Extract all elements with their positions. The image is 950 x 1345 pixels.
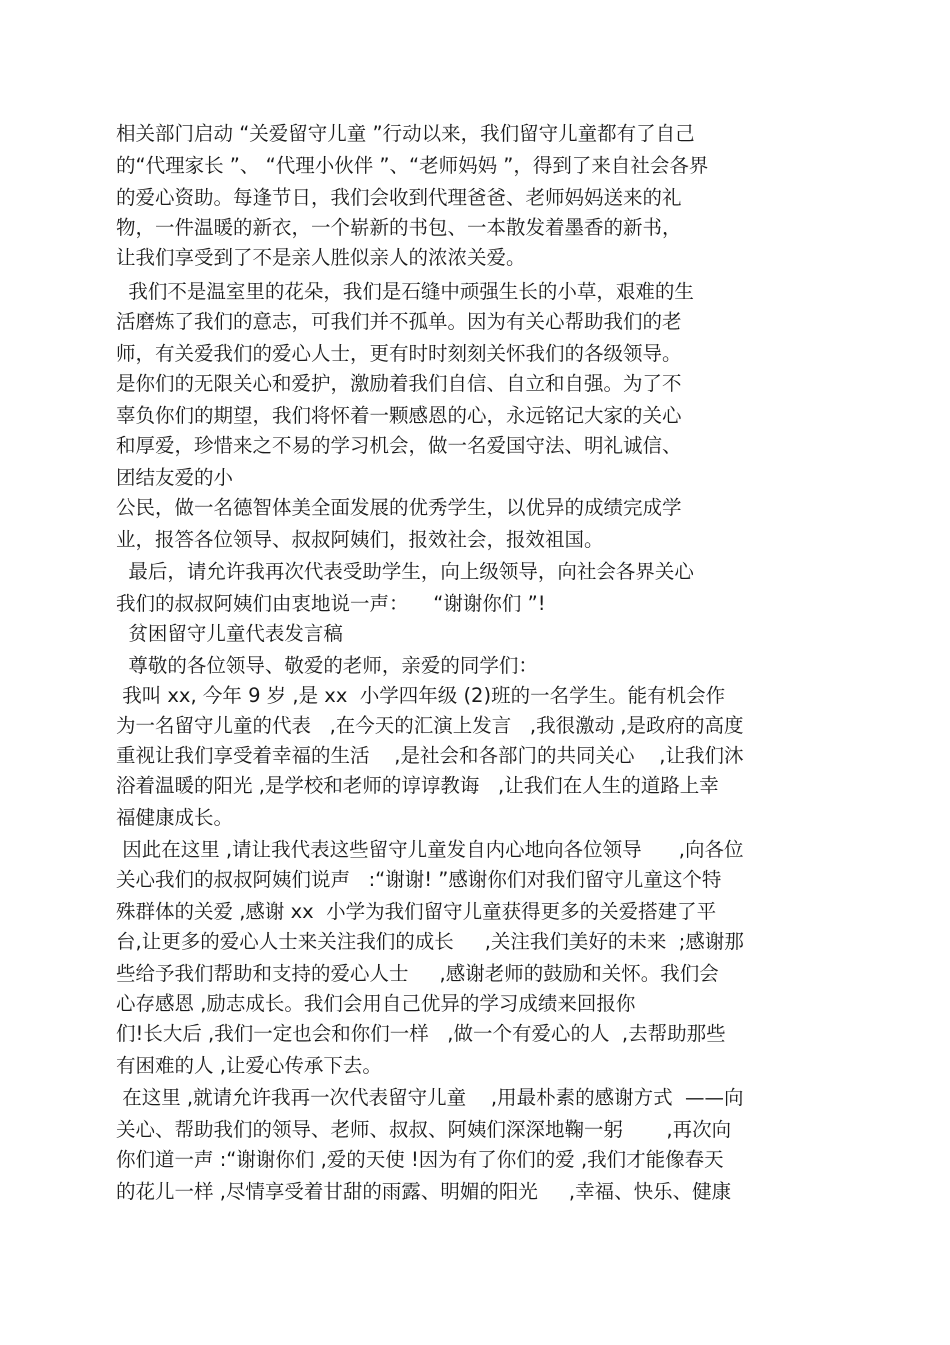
text-line: 的“代理家长 ”、 “代理小伙伴 ”、“老师妈妈 ”，得到了来自社会各界: [116, 154, 709, 177]
text-line: 些给予我们帮助和支持的爱心人士 ,感谢老师的鼓励和关怀。我们会: [116, 962, 719, 985]
text-line: 是你们的无限关心和爱护，激励着我们自信、自立和自强。为了不: [116, 372, 682, 395]
text-line: 尊敬的各位领导、敬爱的老师，亲爱的同学们：: [116, 654, 538, 677]
text-line: 台,让更多的爱心人士来关注我们的成长 ,关注我们美好的未来 ;感谢那: [116, 930, 744, 953]
text-line: 和厚爱，珍惜来之不易的学习机会，做一名爱国守法、明礼诚信、: [116, 434, 682, 457]
text-line: 殊群体的关爱 ,感谢 xx 小学为我们留守儿童获得更多的关爱搭建了平: [116, 900, 717, 923]
text-line: 重视让我们享受着幸福的生活 ,是社会和各部门的共同关心 ,让我们沐: [116, 744, 744, 767]
text-line: 为一名留守儿童的代表 ,在今天的汇演上发言 ,我很激动 ,是政府的高度: [116, 714, 744, 737]
text-line: 浴着温暖的阳光 ,是学校和老师的谆谆教诲 ,让我们在人生的道路上幸: [116, 774, 719, 797]
text-line: 福健康成长。: [116, 806, 234, 829]
text-line: 有困难的人 ,让爱心传承下去。: [116, 1054, 382, 1077]
text-line: 物，一件温暖的新衣，一个崭新的书包、一本散发着墨香的新书，: [116, 216, 682, 239]
text-line: 相关部门启动 “关爱留守儿童 ”行动以来，我们留守儿童都有了自己: [116, 122, 695, 145]
text-line: 关心我们的叔叔阿姨们说声 :“谢谢! ”感谢你们对我们留守儿童这个特: [116, 868, 722, 891]
text-line: 我们不是温室里的花朵，我们是石缝中顽强生长的小草，艰难的生: [116, 280, 694, 303]
text-line: 的爱心资助。每逢节日，我们会收到代理爸爸、老师妈妈送来的礼: [116, 186, 682, 209]
text-line: 活磨炼了我们的意志，可我们并不孤单。因为有关心帮助我们的老: [116, 310, 682, 333]
text-line: 我叫 xx, 今年 9 岁 ,是 xx 小学四年级 (2)班的一名学生。能有机会作: [116, 684, 726, 707]
text-line: 师，有关爱我们的爱心人士，更有时时刻刻关怀我们的各级领导。: [116, 342, 682, 365]
text-line: 在这里 ,就请允许我再一次代表留守儿童 ,用最朴素的感谢方式 ——向: [116, 1086, 744, 1109]
text-line: 们!长大后 ,我们一定也会和你们一样 ,做一个有爱心的人 ,去帮助那些: [116, 1022, 726, 1045]
text-line: 的花儿一样 ,尽情享受着甘甜的雨露、明媚的阳光 ,幸福、快乐、健康: [116, 1180, 732, 1203]
text-line: 团结友爱的小: [116, 466, 234, 489]
text-line: 关心、帮助我们的领导、老师、叔叔、阿姨们深深地鞠一躬 ,再次向: [116, 1118, 732, 1141]
text-line: 心存感恩 ,励志成长。我们会用自己优异的学习成绩来回报你: [116, 992, 636, 1015]
text-line: 贫困留守儿童代表发言稿: [116, 622, 343, 645]
text-line: 公民，做一名德智体美全面发展的优秀学生，以优异的成绩完成学: [116, 496, 682, 519]
text-line: 业，报答各位领导、叔叔阿姨们，报效社会，报效祖国。: [116, 528, 604, 551]
text-line: 最后，请允许我再次代表受助学生，向上级领导，向社会各界关心: [116, 560, 694, 583]
text-line: 你们道一声 :“谢谢你们 ,爱的天使 !因为有了你们的爱 ,我们才能像春天: [116, 1148, 724, 1171]
text-line: 因此在这里 ,请让我代表这些留守儿童发自内心地向各位领导 ,向各位: [116, 838, 744, 861]
text-line: 让我们享受到了不是亲人胜似亲人的浓浓关爱。: [116, 246, 526, 269]
text-line: 辜负你们的期望，我们将怀着一颗感恩的心，永远铭记大家的关心: [116, 404, 682, 427]
text-line: 我们的叔叔阿姨们由衷地说一声： “谢谢你们 ”!: [116, 592, 546, 615]
